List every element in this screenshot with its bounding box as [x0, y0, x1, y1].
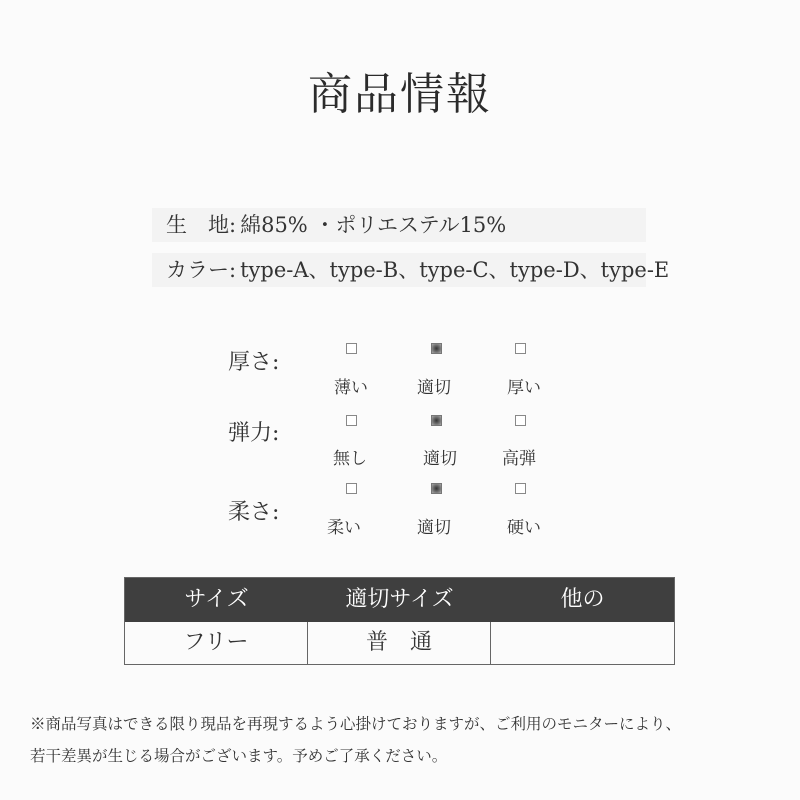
option-label-elasticity-moderate: 適切 [423, 449, 457, 469]
cell-other [491, 622, 674, 664]
option-label-thin: 薄い [334, 378, 368, 398]
spec-row-material [152, 208, 646, 242]
spec-label-material: 生 地: [166, 213, 237, 237]
size-table [124, 577, 675, 665]
checkbox-elasticity-moderate[interactable] [431, 415, 442, 426]
cell-size: フリー [125, 622, 308, 664]
checkbox-thickness-thin[interactable] [346, 343, 357, 354]
disclaimer-line-1: ※商品写真はできる限り現品を再現するよう心掛けておりますが、ご利用のモニターにより、 [30, 715, 682, 733]
checkbox-softness-hard[interactable] [515, 483, 526, 494]
attr-label-thickness: 厚さ: [228, 350, 280, 375]
attr-label-softness: 柔さ: [228, 500, 280, 525]
checkbox-softness-moderate[interactable] [431, 483, 442, 494]
option-label-softness-moderate: 適切 [417, 518, 451, 538]
checkbox-softness-soft[interactable] [346, 483, 357, 494]
checkbox-elasticity-none[interactable] [346, 415, 357, 426]
option-label-hard: 硬い [507, 518, 541, 538]
option-label-soft: 柔い [327, 518, 361, 538]
spec-value-material: 綿85% ・ポリエステル15% [240, 213, 507, 237]
page-title: 商品情報 [308, 69, 492, 120]
header-size: サイズ [184, 587, 249, 612]
spec-label-color: カラー: [166, 258, 237, 282]
cell-recommended-size: 普 通 [308, 622, 491, 664]
checkbox-elasticity-high[interactable] [515, 415, 526, 426]
size-table-header [125, 578, 674, 622]
header-recommended-size: 適切サイズ [345, 587, 454, 612]
option-label-thickness-moderate: 適切 [417, 378, 451, 398]
checkbox-thickness-thick[interactable] [515, 343, 526, 354]
attr-label-elasticity: 弾力: [228, 421, 280, 446]
header-other: 他の [560, 587, 605, 612]
disclaimer-line-2: 若干差異が生じる場合がございます。予めご了承ください。 [30, 747, 448, 765]
checkbox-thickness-moderate[interactable] [431, 343, 442, 354]
spec-row-color [152, 253, 670, 287]
option-label-thick: 厚い [507, 378, 541, 398]
option-label-none: 無し [333, 449, 367, 469]
option-label-high: 高弾 [502, 449, 536, 469]
spec-value-color: type-A、type-B、type-C、type-D、type-E [240, 258, 670, 282]
